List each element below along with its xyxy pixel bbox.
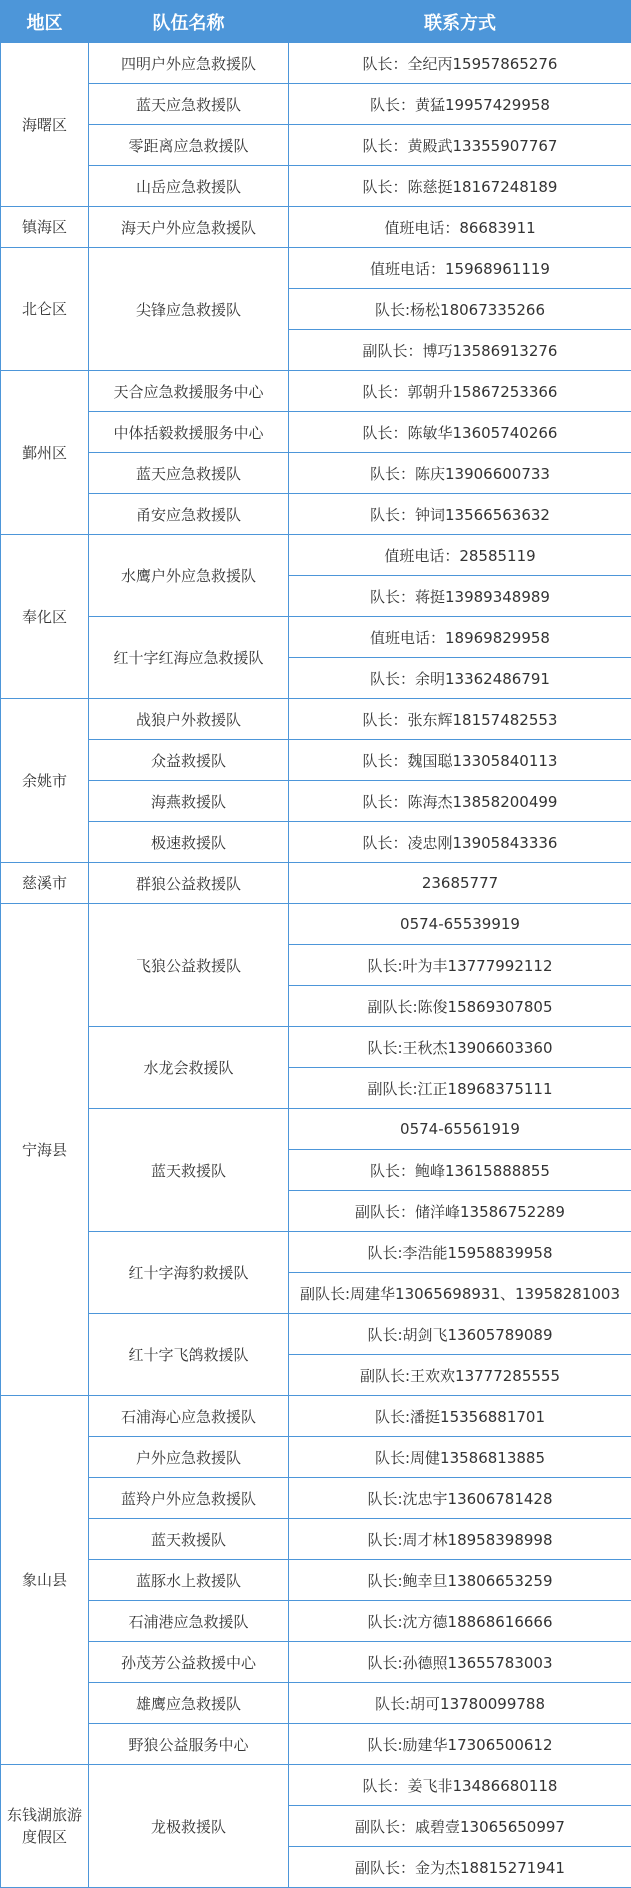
- contact-cell: 值班电话：15968961119: [289, 248, 631, 289]
- team-name-cell: 红十字海豹救援队: [89, 1232, 289, 1314]
- contact-cell: 23685777: [289, 863, 631, 904]
- team-name-cell: 野狼公益服务中心: [89, 1724, 289, 1765]
- contact-cell: 队长:王秋杰13906603360: [289, 1027, 631, 1068]
- team-name-cell: 海燕救援队: [89, 781, 289, 822]
- table-row: [1, 125, 631, 166]
- table-row: [1, 535, 631, 576]
- contact-cell: 副队长：戚碧壹13065650997: [289, 1806, 631, 1847]
- team-name-cell: 零距离应急救援队: [89, 125, 289, 166]
- contact-cell: 队长：凌忠刚13905843336: [289, 822, 631, 863]
- contact-cell: 队长:潘挺15356881701: [289, 1396, 631, 1437]
- contact-cell: 队长：陈海杰13858200499: [289, 781, 631, 822]
- team-name-cell: 户外应急救援队: [89, 1437, 289, 1478]
- team-name-cell: 蓝羚户外应急救援队: [89, 1478, 289, 1519]
- team-name-cell: 石浦港应急救援队: [89, 1601, 289, 1642]
- contact-cell: 队长:胡可13780099788: [289, 1683, 631, 1724]
- contact-cell: 副队长:周建华13065698931、13958281003: [289, 1273, 631, 1314]
- contact-cell: 副队长:江正18968375111: [289, 1068, 631, 1109]
- table-row: [1, 166, 631, 207]
- contact-cell: 队长：钟词13566563632: [289, 494, 631, 535]
- region-cell: 东钱湖旅游度假区: [1, 1765, 89, 1888]
- table-row: [1, 207, 631, 248]
- table-row: [1, 617, 631, 658]
- contact-cell: 队长:杨松18067335266: [289, 289, 631, 330]
- table-row: [1, 1683, 631, 1724]
- header-team-name: 队伍名称: [89, 1, 289, 43]
- team-name-cell: 蓝天应急救援队: [89, 453, 289, 494]
- contact-cell: 队长：郭朝升15867253366: [289, 371, 631, 412]
- contact-cell: 队长:孙德照13655783003: [289, 1642, 631, 1683]
- team-name-cell: 极速救援队: [89, 822, 289, 863]
- team-name-cell: 蓝天救援队: [89, 1519, 289, 1560]
- region-cell: 北仑区: [1, 248, 89, 371]
- region-cell: 鄞州区: [1, 371, 89, 535]
- team-name-cell: 红十字红海应急救援队: [89, 617, 289, 699]
- contact-cell: 队长：陈庆13906600733: [289, 453, 631, 494]
- team-name-cell: 四明户外应急救援队: [89, 43, 289, 84]
- region-cell: 镇海区: [1, 207, 89, 248]
- table-row: [1, 1437, 631, 1478]
- table-row: [1, 740, 631, 781]
- contact-cell: 队长:沈方德18868616666: [289, 1601, 631, 1642]
- contact-cell: 副队长:王欢欢13777285555: [289, 1355, 631, 1396]
- contact-cell: 队长:周健13586813885: [289, 1437, 631, 1478]
- table-row: [1, 412, 631, 453]
- contact-cell: 队长：黄猛19957429958: [289, 84, 631, 125]
- region-cell: 慈溪市: [1, 863, 89, 904]
- team-name-cell: 蓝豚水上救援队: [89, 1560, 289, 1601]
- contact-cell: 副队长：博巧13586913276: [289, 330, 631, 371]
- table-row: [1, 84, 631, 125]
- region-cell: 余姚市: [1, 699, 89, 863]
- team-name-cell: 水鹰户外应急救援队: [89, 535, 289, 617]
- contact-cell: 队长：蒋挺13989348989: [289, 576, 631, 617]
- contact-cell: 队长：余明13362486791: [289, 658, 631, 699]
- contact-cell: 队长:励建华17306500612: [289, 1724, 631, 1765]
- table-row: [1, 1396, 631, 1437]
- contact-cell: 队长:沈忠宇13606781428: [289, 1478, 631, 1519]
- contact-cell: 队长:周才林18958398998: [289, 1519, 631, 1560]
- contact-cell: 队长：魏国聪13305840113: [289, 740, 631, 781]
- table-row: [1, 1601, 631, 1642]
- team-name-cell: 众益救援队: [89, 740, 289, 781]
- region-cell: 海曙区: [1, 43, 89, 207]
- team-name-cell: 战狼户外救援队: [89, 699, 289, 740]
- contact-cell: 队长：鲍峰13615888855: [289, 1150, 631, 1191]
- table-row: [1, 1642, 631, 1683]
- team-name-cell: 海天户外应急救援队: [89, 207, 289, 248]
- contact-cell: 值班电话：86683911: [289, 207, 631, 248]
- contact-cell: 队长:李浩能15958839958: [289, 1232, 631, 1273]
- team-name-cell: 孙茂芳公益救援中心: [89, 1642, 289, 1683]
- team-name-cell: 蓝天应急救援队: [89, 84, 289, 125]
- contact-cell: 队长：陈慈挺18167248189: [289, 166, 631, 207]
- table-row: [1, 1027, 631, 1068]
- contact-cell: 队长:叶为丰13777992112: [289, 945, 631, 986]
- table-row: [1, 1232, 631, 1273]
- header-contact: 联系方式: [289, 1, 631, 43]
- team-name-cell: 尖锋应急救援队: [89, 248, 289, 371]
- region-cell: 奉化区: [1, 535, 89, 699]
- contact-cell: 副队长：金为杰18815271941: [289, 1847, 631, 1888]
- contact-cell: 队长:鲍幸旦13806653259: [289, 1560, 631, 1601]
- table-row: [1, 1765, 631, 1806]
- table-row: [1, 248, 631, 289]
- table-row: [1, 904, 631, 945]
- contact-cell: 队长：姜飞非13486680118: [289, 1765, 631, 1806]
- table-row: [1, 1478, 631, 1519]
- contact-cell: 0574-65539919: [289, 904, 631, 945]
- contact-cell: 0574-65561919: [289, 1109, 631, 1150]
- header-row: [1, 1, 631, 43]
- team-name-cell: 中体括毅救援服务中心: [89, 412, 289, 453]
- team-name-cell: 天合应急救援服务中心: [89, 371, 289, 412]
- team-name-cell: 石浦海心应急救援队: [89, 1396, 289, 1437]
- team-name-cell: 山岳应急救援队: [89, 166, 289, 207]
- contact-cell: 队长：张东辉18157482553: [289, 699, 631, 740]
- contact-cell: 值班电话：28585119: [289, 535, 631, 576]
- team-name-cell: 蓝天救援队: [89, 1109, 289, 1232]
- table-row: [1, 453, 631, 494]
- table-row: [1, 699, 631, 740]
- table-row: [1, 1724, 631, 1765]
- table-row: [1, 371, 631, 412]
- contact-cell: 队长：黄殿武13355907767: [289, 125, 631, 166]
- header-region: 地区: [1, 1, 89, 43]
- table-row: [1, 1109, 631, 1150]
- table-row: [1, 1314, 631, 1355]
- team-name-cell: 龙极救援队: [89, 1765, 289, 1888]
- table-row: [1, 494, 631, 535]
- table-row: [1, 43, 631, 84]
- contact-cell: 副队长：储洋峰13586752289: [289, 1191, 631, 1232]
- team-name-cell: 雄鹰应急救援队: [89, 1683, 289, 1724]
- team-name-cell: 甬安应急救援队: [89, 494, 289, 535]
- table-row: [1, 1519, 631, 1560]
- table-row: [1, 822, 631, 863]
- team-name-cell: 水龙会救援队: [89, 1027, 289, 1109]
- contact-cell: 队长:胡剑飞13605789089: [289, 1314, 631, 1355]
- table-row: [1, 863, 631, 904]
- team-name-cell: 红十字飞鸽救援队: [89, 1314, 289, 1396]
- table-row: [1, 1560, 631, 1601]
- region-cell: 象山县: [1, 1396, 89, 1765]
- contact-cell: 队长：陈敏华13605740266: [289, 412, 631, 453]
- contact-cell: 值班电话：18969829958: [289, 617, 631, 658]
- region-cell: 宁海县: [1, 904, 89, 1396]
- contact-cell: 队长：全纪丙15957865276: [289, 43, 631, 84]
- table-row: [1, 781, 631, 822]
- contact-cell: 副队长:陈俊15869307805: [289, 986, 631, 1027]
- team-name-cell: 飞狼公益救援队: [89, 904, 289, 1027]
- team-name-cell: 群狼公益救援队: [89, 863, 289, 904]
